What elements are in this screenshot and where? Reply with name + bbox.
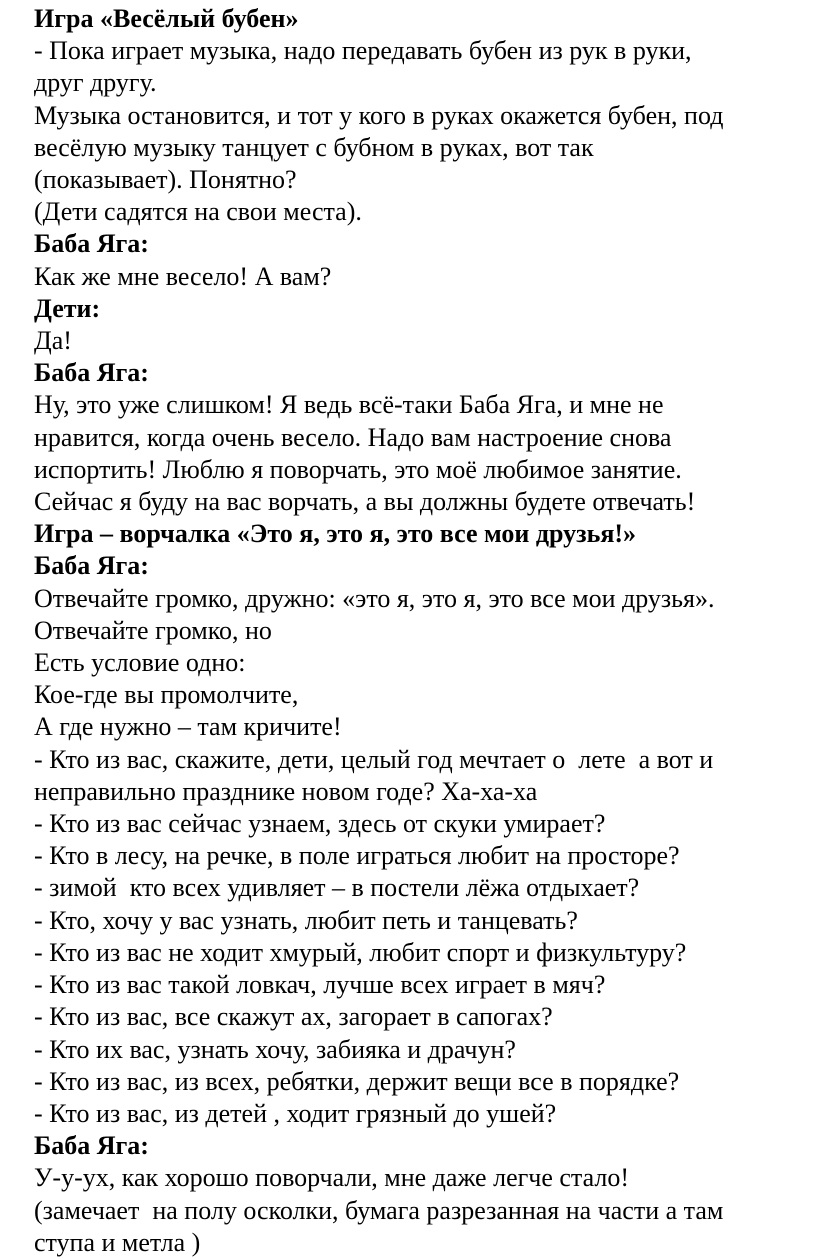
text-line: испортить! Люблю я поворчать, это моё любимое занятие. — [34, 454, 682, 484]
text-line: неправильно празднике новом годе? Ха-ха-ха — [34, 776, 538, 806]
text-line: - Кто из вас, скажите, дети, целый год мечтает о лете а вот и — [34, 744, 714, 774]
text-line: - Кто из вас такой ловкач, лучше всех играет в мяч? — [34, 970, 606, 1000]
text-line: - Кто, хочу у вас узнать, любит петь и танцевать? — [34, 905, 578, 935]
heading-line: Баба Яга: — [34, 358, 149, 388]
text-line: - Кто их вас, узнать хочу, забияка и драчун? — [34, 1034, 516, 1064]
text-line: Да! — [34, 326, 72, 356]
heading-line: Баба Яга: — [34, 229, 149, 259]
text-line: Сейчас я буду на вас ворчать, а вы должны будете отвечать! — [34, 487, 696, 517]
text-line: Отвечайте громко, дружно: «это я, это я, это все мои друзья». — [34, 583, 715, 613]
heading-line: Баба Яга: — [34, 1131, 149, 1161]
text-line: Кое-где вы промолчите, — [34, 680, 299, 710]
heading-line: Игра «Весёлый бубен» — [34, 4, 299, 33]
text-line: - Кто из вас, из всех, ребятки, держит вещи все в порядке? — [34, 1066, 680, 1096]
text-line: Отвечайте громко, но — [34, 615, 272, 645]
text-line: Музыка остановится, и тот у кого в руках окажется бубен, под — [34, 100, 724, 130]
text-line: Как же мне весело! А вам? — [34, 261, 332, 291]
text-line: нравится, когда очень весело. Надо вам настроение снова — [34, 422, 672, 452]
text-line: - Пока играет музыка, надо передавать бубен из рук в руки, — [34, 36, 692, 66]
text-line: А где нужно – там кричите! — [34, 712, 342, 742]
text-line: - Кто из вас не ходит хмурый, любит спорт и физкультуру? — [34, 937, 687, 967]
heading-line: Игра – ворчалка «Это я, это я, это все мои друзья!» — [34, 519, 637, 549]
text-line: ступа и метла ) — [34, 1227, 201, 1257]
text-line: - Кто из вас, из детей , ходит грязный до ушей? — [34, 1098, 557, 1128]
text-line: У-у-ух, как хорошо поворчали, мне даже легче стало! — [34, 1163, 630, 1193]
text-line: - Кто из вас сейчас узнаем, здесь от скуки умирает? — [34, 809, 606, 839]
text-line: - зимой кто всех удивляет – в постели лёжа отдыхает? — [34, 873, 640, 903]
text-line: друг другу. — [34, 68, 157, 98]
text-line: Ну, это уже слишком! Я ведь всё-таки Баба Яга, и мне не — [34, 390, 664, 420]
text-line: Есть условие одно: — [34, 648, 246, 678]
text-line: (показывает). Понятно? — [34, 165, 297, 195]
text-line: весёлую музыку танцует с бубном в руках, вот так — [34, 132, 594, 162]
heading-line: Баба Яга: — [34, 551, 149, 581]
text-line: - Кто из вас, все скажут ах, загорает в сапогах? — [34, 1002, 553, 1032]
text-line: - Кто в лесу, на речке, в поле играться любит на просторе? — [34, 841, 680, 871]
heading-line: Дети: — [34, 293, 101, 323]
document-page — [34, 3, 804, 1259]
text-line: (Дети садятся на свои места). — [34, 197, 362, 227]
text-line: (замечает на полу осколки, бумага разрезанная на части а там — [34, 1195, 724, 1225]
